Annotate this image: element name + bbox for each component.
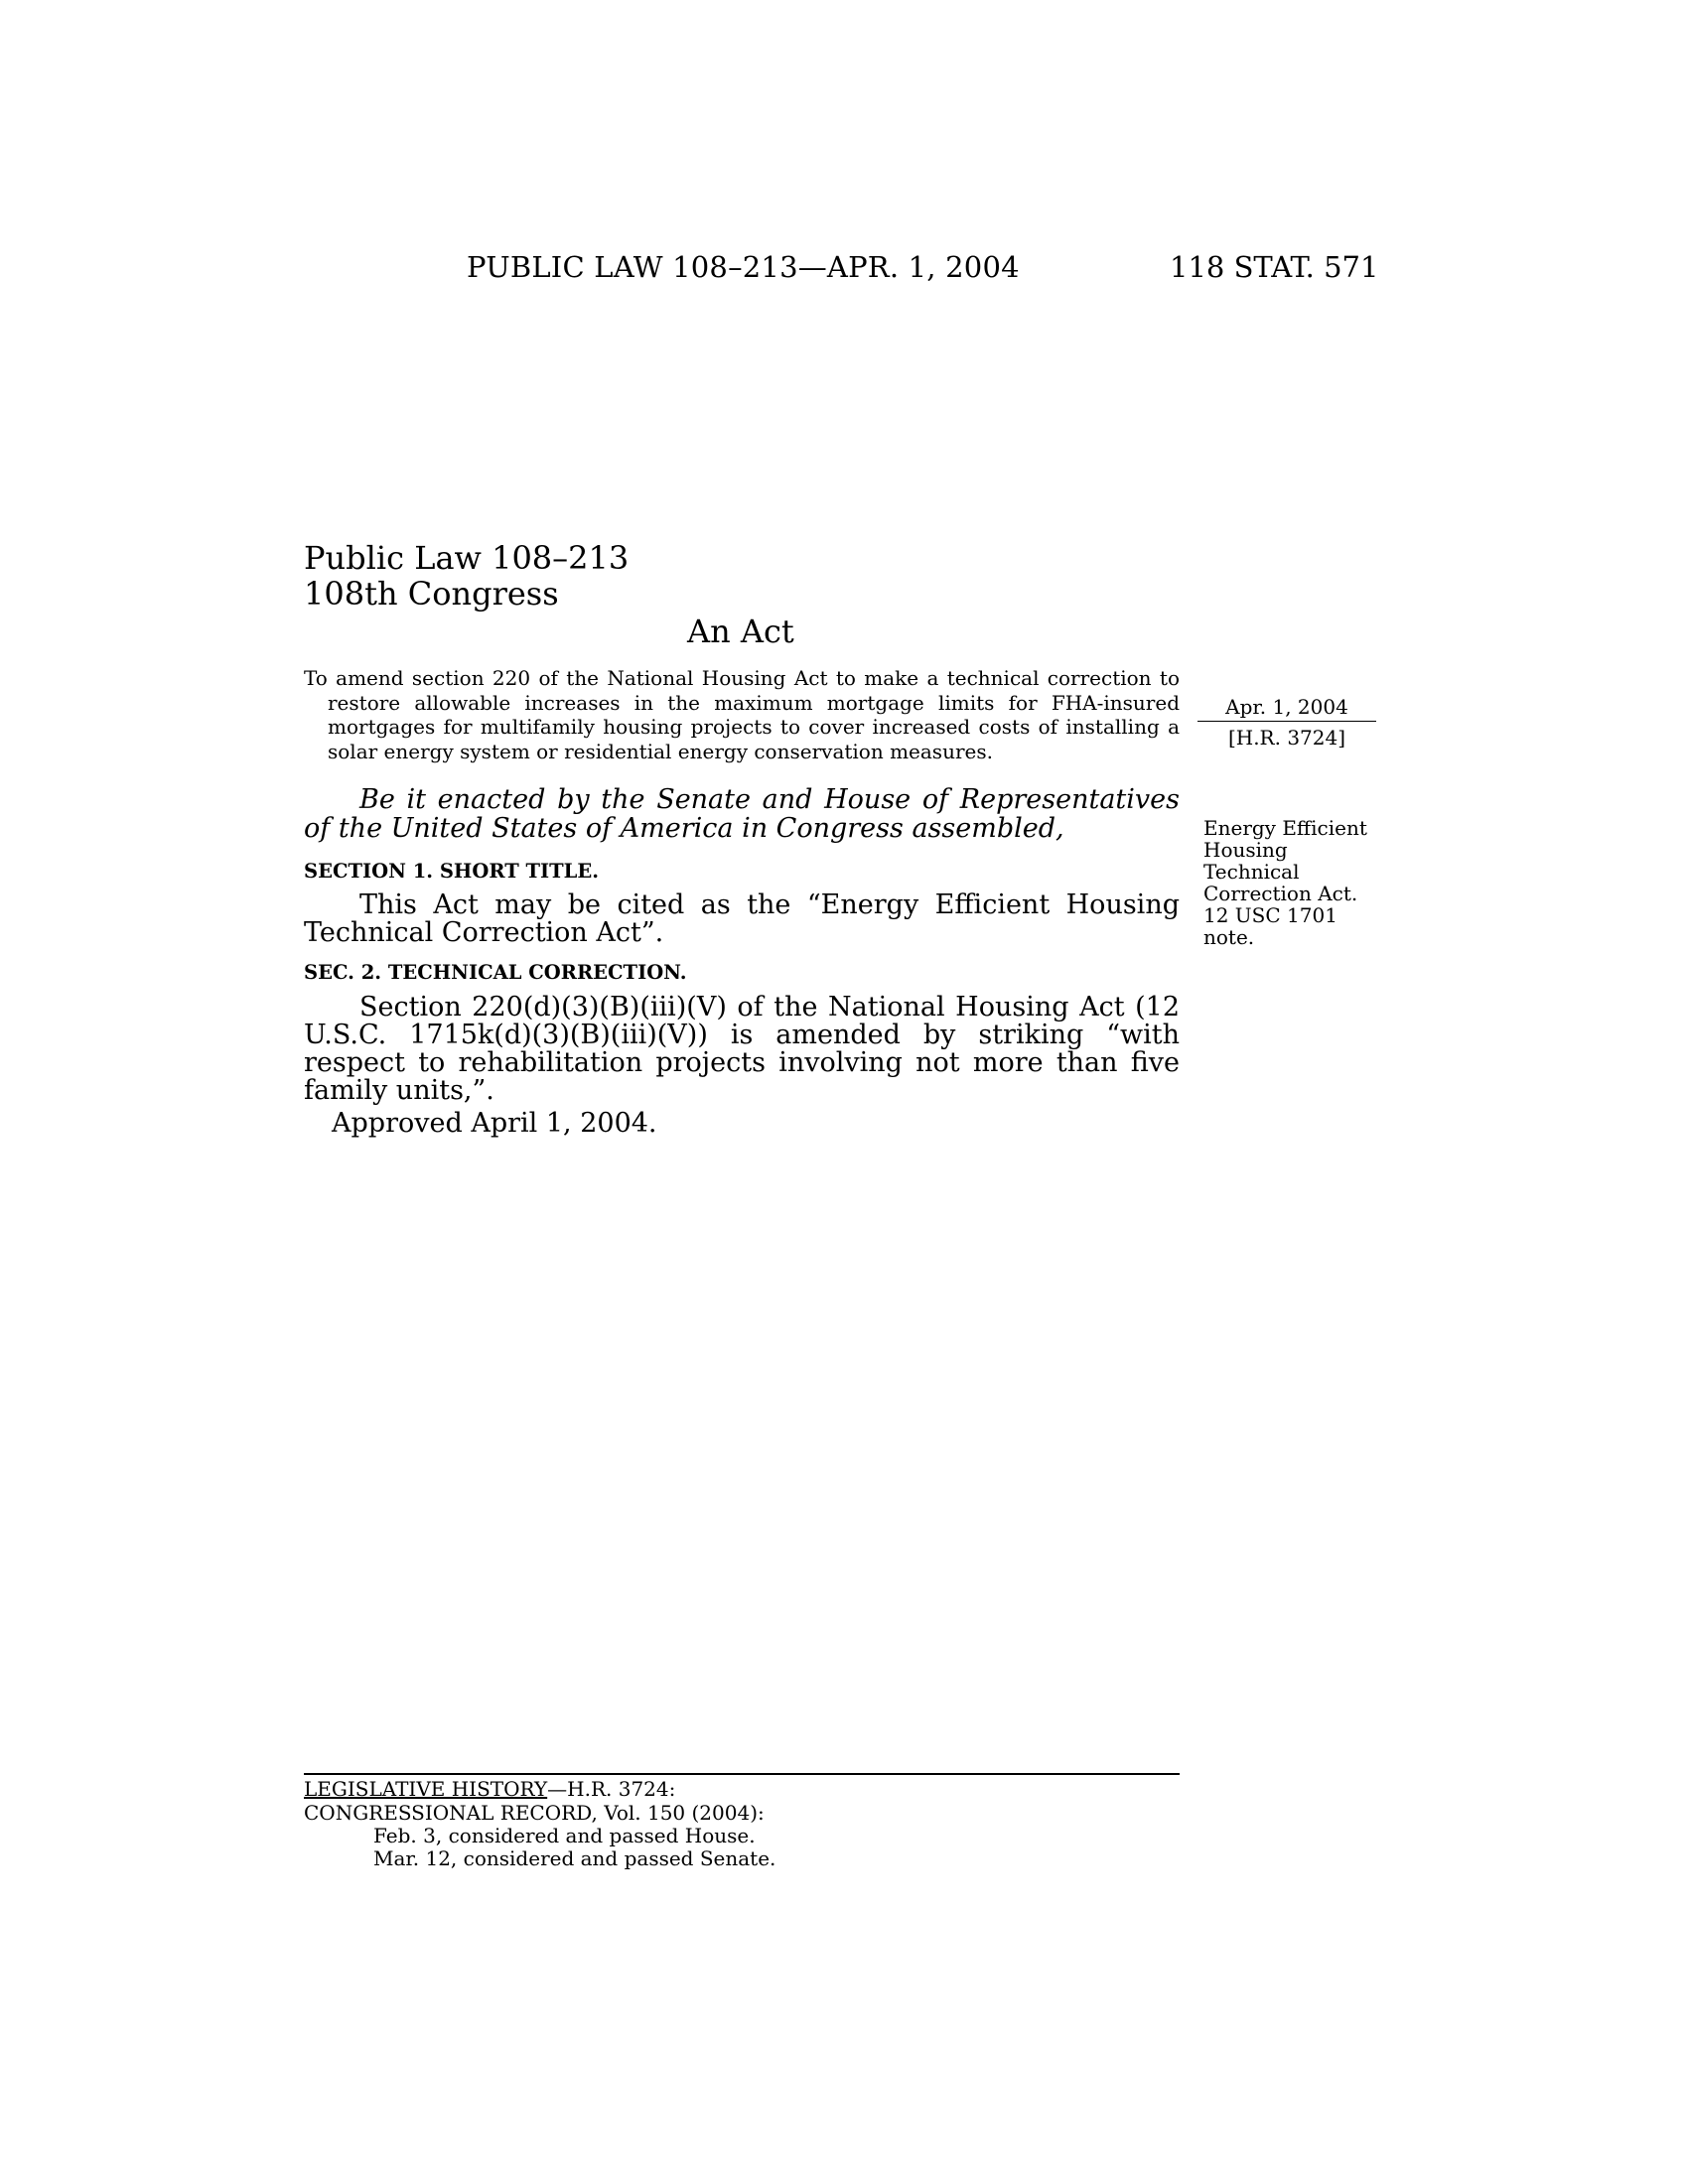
side-note-line: Technical [1203, 860, 1300, 884]
side-note-line: Energy Efficient [1203, 816, 1367, 840]
enacting-clause: Be it enacted by the Senate and House of Representatives of the United States of America in Congress assembled, [304, 784, 1180, 844]
footnote-divider [304, 1773, 1180, 1775]
side-note-line: note. [1203, 925, 1255, 949]
public-law-number: Public Law 108–213 [304, 539, 630, 577]
act-heading: An Act [687, 613, 794, 650]
legislative-history-heading [304, 1777, 675, 1801]
act-purpose: To amend section 220 of the National Housing Act to make a technical correction to restore allowable increases in the maximum mortgage limits for FHA-insured mortgages for multifamily housing projects to cover increased costs of installing a solar energy system or residential energy conservation measures. [304, 666, 1180, 763]
section-1-heading: SECTION 1. SHORT TITLE. [304, 860, 600, 883]
margin-approval-date: Apr. 1, 2004 [1225, 695, 1348, 719]
congressional-record-line: CONGRESSIONAL RECORD, Vol. 150 (2004): [304, 1801, 765, 1825]
legislative-history-item: Mar. 12, considered and passed Senate. [373, 1846, 776, 1870]
congress-number: 108th Congress [304, 575, 559, 613]
side-note-line: 12 USC 1701 [1203, 903, 1337, 927]
legislative-history-item: Feb. 3, considered and passed House. [373, 1824, 756, 1847]
section-2-text: Section 220(d)(3)(B)(iii)(V) of the National Housing Act (12 U.S.C. 1715k(d)(3)(B)(iii)(V)) is amended by striking “with respect to rehabilitation projects involving not more than five family units,”. [304, 992, 1180, 1106]
margin-divider [1197, 721, 1376, 722]
margin-bill-number: [H.R. 3724] [1227, 726, 1346, 750]
section-1-text: This Act may be cited as the “Energy Efficient Housing Technical Correction Act”. [304, 889, 1180, 948]
side-note-line: Housing [1203, 838, 1288, 862]
side-margin-note [1203, 817, 1402, 948]
section-2-heading: SEC. 2. TECHNICAL CORRECTION. [304, 961, 687, 984]
running-header-statute-page: 118 STAT. 571 [1170, 250, 1379, 284]
side-note-line: Correction Act. [1203, 882, 1358, 905]
approval-line: Approved April 1, 2004. [332, 1108, 657, 1139]
legislative-history-bill: —H.R. 3724: [547, 1777, 676, 1801]
legislative-history-label: LEGISLATIVE HISTORY [304, 1777, 548, 1801]
running-header-citation: PUBLIC LAW 108–213—APR. 1, 2004 [467, 250, 1020, 284]
